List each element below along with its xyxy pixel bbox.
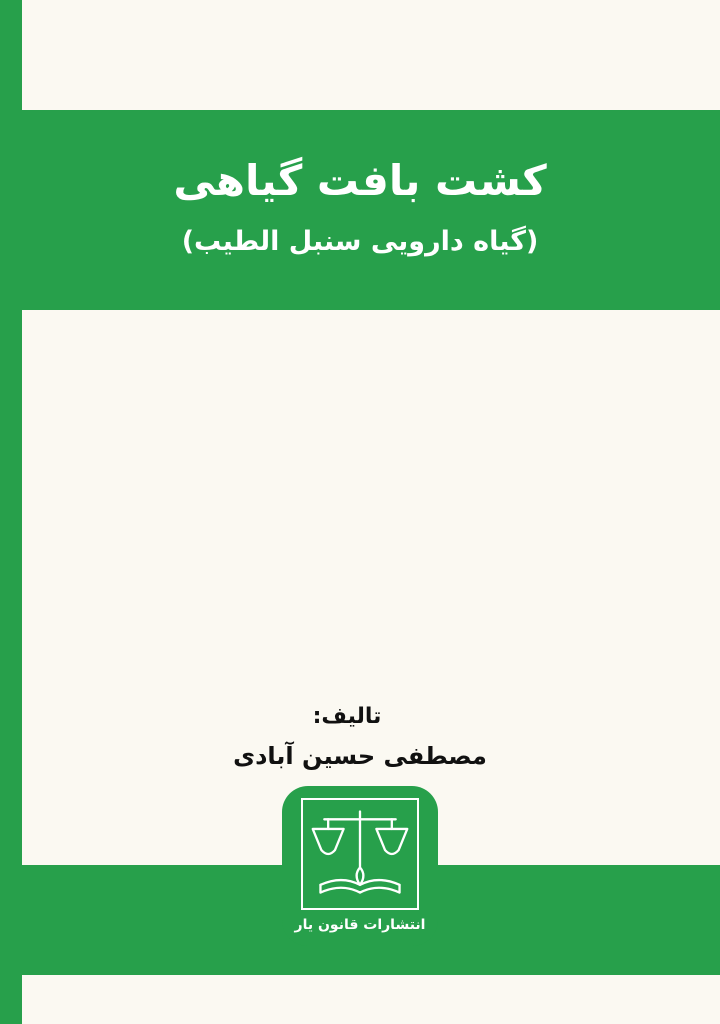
publisher-name: انتشارات قانون یار <box>294 917 426 933</box>
author-name: مصطفی حسین آبادی <box>233 742 487 770</box>
author-block <box>0 700 720 775</box>
page-subtitle: (گیاه دارویی سنبل الطیب) <box>181 225 539 257</box>
author-label: تالیف: <box>312 704 382 729</box>
title-band <box>0 110 720 310</box>
publisher-logo <box>282 786 438 946</box>
scales-of-justice-and-book-icon <box>301 798 419 910</box>
page-title: کشت بافت گیاهی <box>173 156 547 206</box>
